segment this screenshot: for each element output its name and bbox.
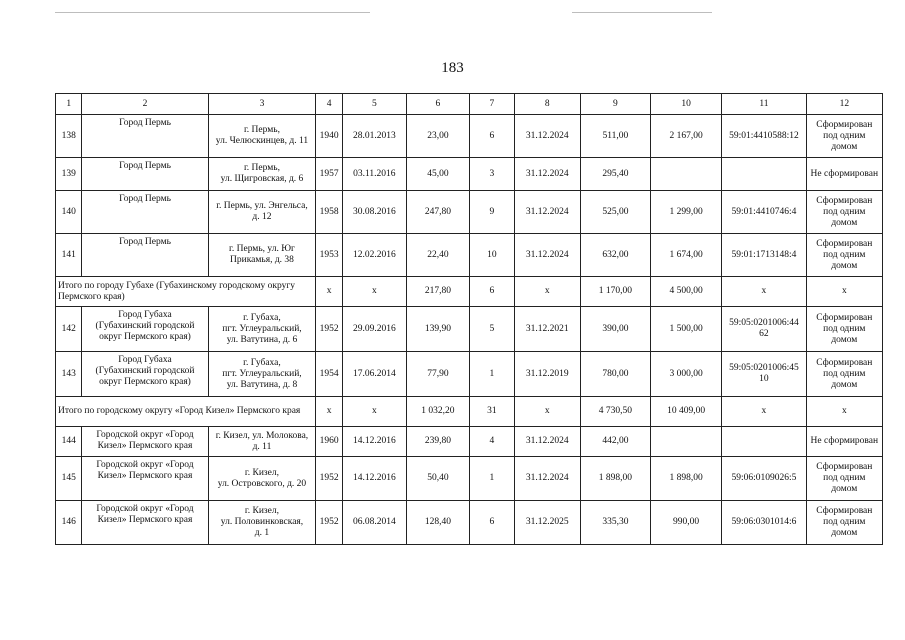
cell-col10: 1 674,00: [651, 234, 722, 277]
subtotal-row: [56, 277, 883, 307]
cell-cadastral: 59:01:4410746:4: [722, 191, 806, 234]
subtotal-row: [56, 397, 883, 427]
cell-date: 30.08.2016: [342, 191, 406, 234]
cell-address: г. Пермь, ул. Щигровская, д. 6: [208, 158, 316, 191]
cell-municipality: Город Пермь: [82, 191, 208, 234]
header-cell-5: 5: [342, 94, 406, 115]
cell-area: 1 032,20: [406, 397, 469, 427]
cell-residents: 1: [469, 352, 514, 397]
cell-land-status: Сформирован под одним домом: [806, 307, 882, 352]
cell-area: 128,40: [406, 501, 469, 545]
cell-col10: 2 167,00: [651, 115, 722, 158]
cell-number: 139: [56, 158, 82, 191]
table-row: [56, 158, 883, 191]
cell-year: x: [316, 397, 342, 427]
cell-col9: 295,40: [580, 158, 650, 191]
header-cell-6: 6: [406, 94, 469, 115]
cell-area: 217,80: [406, 277, 469, 307]
cell-land-status: Сформирован под одним домом: [806, 501, 882, 545]
cell-deadline: x: [514, 277, 580, 307]
cell-land-status: Сформирован под одним домом: [806, 352, 882, 397]
cell-area: 22,40: [406, 234, 469, 277]
top-rule-right: [572, 12, 712, 13]
cell-residents: 5: [469, 307, 514, 352]
cell-address: г. Кизел, ул. Молокова, д. 11: [208, 427, 316, 457]
cell-deadline: 31.12.2024: [514, 234, 580, 277]
cell-land-status: Не сформирован: [806, 427, 882, 457]
cell-col9: 4 730,50: [580, 397, 650, 427]
cell-col9: 335,30: [580, 501, 650, 545]
cell-address: г. Кизел, ул. Половинковская, д. 1: [208, 501, 316, 545]
cell-year: 1954: [316, 352, 342, 397]
cell-address: г. Губаха, пгт. Углеуральский, ул. Ватутина, д. 8: [208, 352, 316, 397]
cell-area: 50,40: [406, 457, 469, 501]
cell-date: 17.06.2014: [342, 352, 406, 397]
cell-address: г. Кизел, ул. Островского, д. 20: [208, 457, 316, 501]
cell-date: 28.01.2013: [342, 115, 406, 158]
cell-area: 45,00: [406, 158, 469, 191]
header-cell-9: 9: [580, 94, 650, 115]
cell-land-status: Сформирован под одним домом: [806, 457, 882, 501]
cell-year: 1940: [316, 115, 342, 158]
cell-deadline: 31.12.2024: [514, 457, 580, 501]
cell-municipality: Город Пермь: [82, 115, 208, 158]
header-cell-4: 4: [316, 94, 342, 115]
cell-area: 247,80: [406, 191, 469, 234]
cell-area: 23,00: [406, 115, 469, 158]
cell-number: 145: [56, 457, 82, 501]
page-number: 183: [441, 60, 464, 76]
cell-col10: 1 299,00: [651, 191, 722, 234]
cell-municipality: Городской округ «Город Кизел» Пермского края: [82, 427, 208, 457]
cell-date: 29.09.2016: [342, 307, 406, 352]
table-row: [56, 352, 883, 397]
cell-deadline: 31.12.2024: [514, 158, 580, 191]
subtotal-label: Итого по городу Губахе (Губахинскому городскому округу Пермского края): [56, 277, 316, 307]
cell-col9: 632,00: [580, 234, 650, 277]
cell-cadastral: [722, 427, 806, 457]
cell-year: 1953: [316, 234, 342, 277]
cell-year: x: [316, 277, 342, 307]
cell-year: 1957: [316, 158, 342, 191]
cell-cadastral: [722, 158, 806, 191]
cell-deadline: 31.12.2019: [514, 352, 580, 397]
cell-year: 1952: [316, 457, 342, 501]
cell-date: 14.12.2016: [342, 457, 406, 501]
cell-date: x: [342, 397, 406, 427]
cell-residents: 6: [469, 277, 514, 307]
header-cell-12: 12: [806, 94, 882, 115]
header-cell-3: 3: [208, 94, 316, 115]
cell-col9: 442,00: [580, 427, 650, 457]
cell-year: 1952: [316, 501, 342, 545]
header-cell-10: 10: [651, 94, 722, 115]
cell-number: 144: [56, 427, 82, 457]
cell-cadastral: 59:05:0201006:44 62: [722, 307, 806, 352]
cell-residents: 1: [469, 457, 514, 501]
cell-col10: [651, 427, 722, 457]
table-row: [56, 307, 883, 352]
cell-year: 1958: [316, 191, 342, 234]
cell-deadline: 31.12.2025: [514, 501, 580, 545]
cell-col9: 1 898,00: [580, 457, 650, 501]
cell-residents: 3: [469, 158, 514, 191]
table-row: [56, 191, 883, 234]
cell-address: г. Пермь, ул. Челюскинцев, д. 11: [208, 115, 316, 158]
cell-number: 142: [56, 307, 82, 352]
cell-residents: 6: [469, 501, 514, 545]
cell-land-status: Сформирован под одним домом: [806, 115, 882, 158]
cell-cadastral: 59:06:0301014:6: [722, 501, 806, 545]
header-cell-8: 8: [514, 94, 580, 115]
cell-municipality: Город Губаха (Губахинский городской округ Пермского края): [82, 352, 208, 397]
table-row: [56, 501, 883, 545]
cell-deadline: 31.12.2024: [514, 191, 580, 234]
cell-residents: 10: [469, 234, 514, 277]
cell-col10: 1 898,00: [651, 457, 722, 501]
cell-date: 12.02.2016: [342, 234, 406, 277]
cell-col10: 10 409,00: [651, 397, 722, 427]
cell-cadastral: 59:01:4410588:12: [722, 115, 806, 158]
cell-col9: 1 170,00: [580, 277, 650, 307]
header-cell-7: 7: [469, 94, 514, 115]
header-row: [56, 94, 883, 115]
cell-deadline: 31.12.2024: [514, 115, 580, 158]
cell-land-status: Не сформирован: [806, 158, 882, 191]
cell-residents: 4: [469, 427, 514, 457]
cell-residents: 6: [469, 115, 514, 158]
cell-residents: 9: [469, 191, 514, 234]
subtotal-label: Итого по городскому округу «Город Кизел» Пермского края: [56, 397, 316, 427]
cell-land-status: Сформирован под одним домом: [806, 191, 882, 234]
cell-deadline: x: [514, 397, 580, 427]
cell-area: 239,80: [406, 427, 469, 457]
cell-municipality: Городской округ «Город Кизел» Пермского края: [82, 457, 208, 501]
cell-deadline: 31.12.2024: [514, 427, 580, 457]
cell-municipality: Город Пермь: [82, 234, 208, 277]
cell-land-status: x: [806, 277, 882, 307]
cell-land-status: Сформирован под одним домом: [806, 234, 882, 277]
header-cell-11: 11: [722, 94, 806, 115]
top-rule-left: [55, 12, 370, 13]
cell-col9: 525,00: [580, 191, 650, 234]
cell-municipality: Город Пермь: [82, 158, 208, 191]
cell-address: г. Пермь, ул. Энгельса, д. 12: [208, 191, 316, 234]
table-row: [56, 427, 883, 457]
cell-date: x: [342, 277, 406, 307]
cell-col10: 1 500,00: [651, 307, 722, 352]
cell-area: 77,90: [406, 352, 469, 397]
cell-col9: 780,00: [580, 352, 650, 397]
cell-cadastral: 59:06:0109026:5: [722, 457, 806, 501]
cell-date: 03.11.2016: [342, 158, 406, 191]
cell-number: 140: [56, 191, 82, 234]
cell-col9: 511,00: [580, 115, 650, 158]
cell-deadline: 31.12.2021: [514, 307, 580, 352]
cell-cadastral: 59:05:0201006:45 10: [722, 352, 806, 397]
cell-col10: [651, 158, 722, 191]
register-table: [55, 93, 883, 545]
cell-number: 138: [56, 115, 82, 158]
cell-date: 06.08.2014: [342, 501, 406, 545]
cell-cadastral: x: [722, 277, 806, 307]
cell-col10: 3 000,00: [651, 352, 722, 397]
cell-number: 141: [56, 234, 82, 277]
cell-municipality: Городской округ «Город Кизел» Пермского края: [82, 501, 208, 545]
cell-area: 139,90: [406, 307, 469, 352]
cell-cadastral: 59:01:1713148:4: [722, 234, 806, 277]
cell-cadastral: x: [722, 397, 806, 427]
cell-residents: 31: [469, 397, 514, 427]
cell-col9: 390,00: [580, 307, 650, 352]
cell-col10: 4 500,00: [651, 277, 722, 307]
table-row: [56, 115, 883, 158]
table-row: [56, 234, 883, 277]
cell-address: г. Губаха, пгт. Углеуральский, ул. Ватутина, д. 6: [208, 307, 316, 352]
cell-number: 146: [56, 501, 82, 545]
cell-col10: 990,00: [651, 501, 722, 545]
cell-address: г. Пермь, ул. Юг Прикамья, д. 38: [208, 234, 316, 277]
cell-date: 14.12.2016: [342, 427, 406, 457]
header-cell-2: 2: [82, 94, 208, 115]
cell-year: 1960: [316, 427, 342, 457]
table-row: [56, 457, 883, 501]
cell-number: 143: [56, 352, 82, 397]
cell-municipality: Город Губаха (Губахинский городской округ Пермского края): [82, 307, 208, 352]
cell-year: 1952: [316, 307, 342, 352]
cell-land-status: x: [806, 397, 882, 427]
header-cell-1: 1: [56, 94, 82, 115]
